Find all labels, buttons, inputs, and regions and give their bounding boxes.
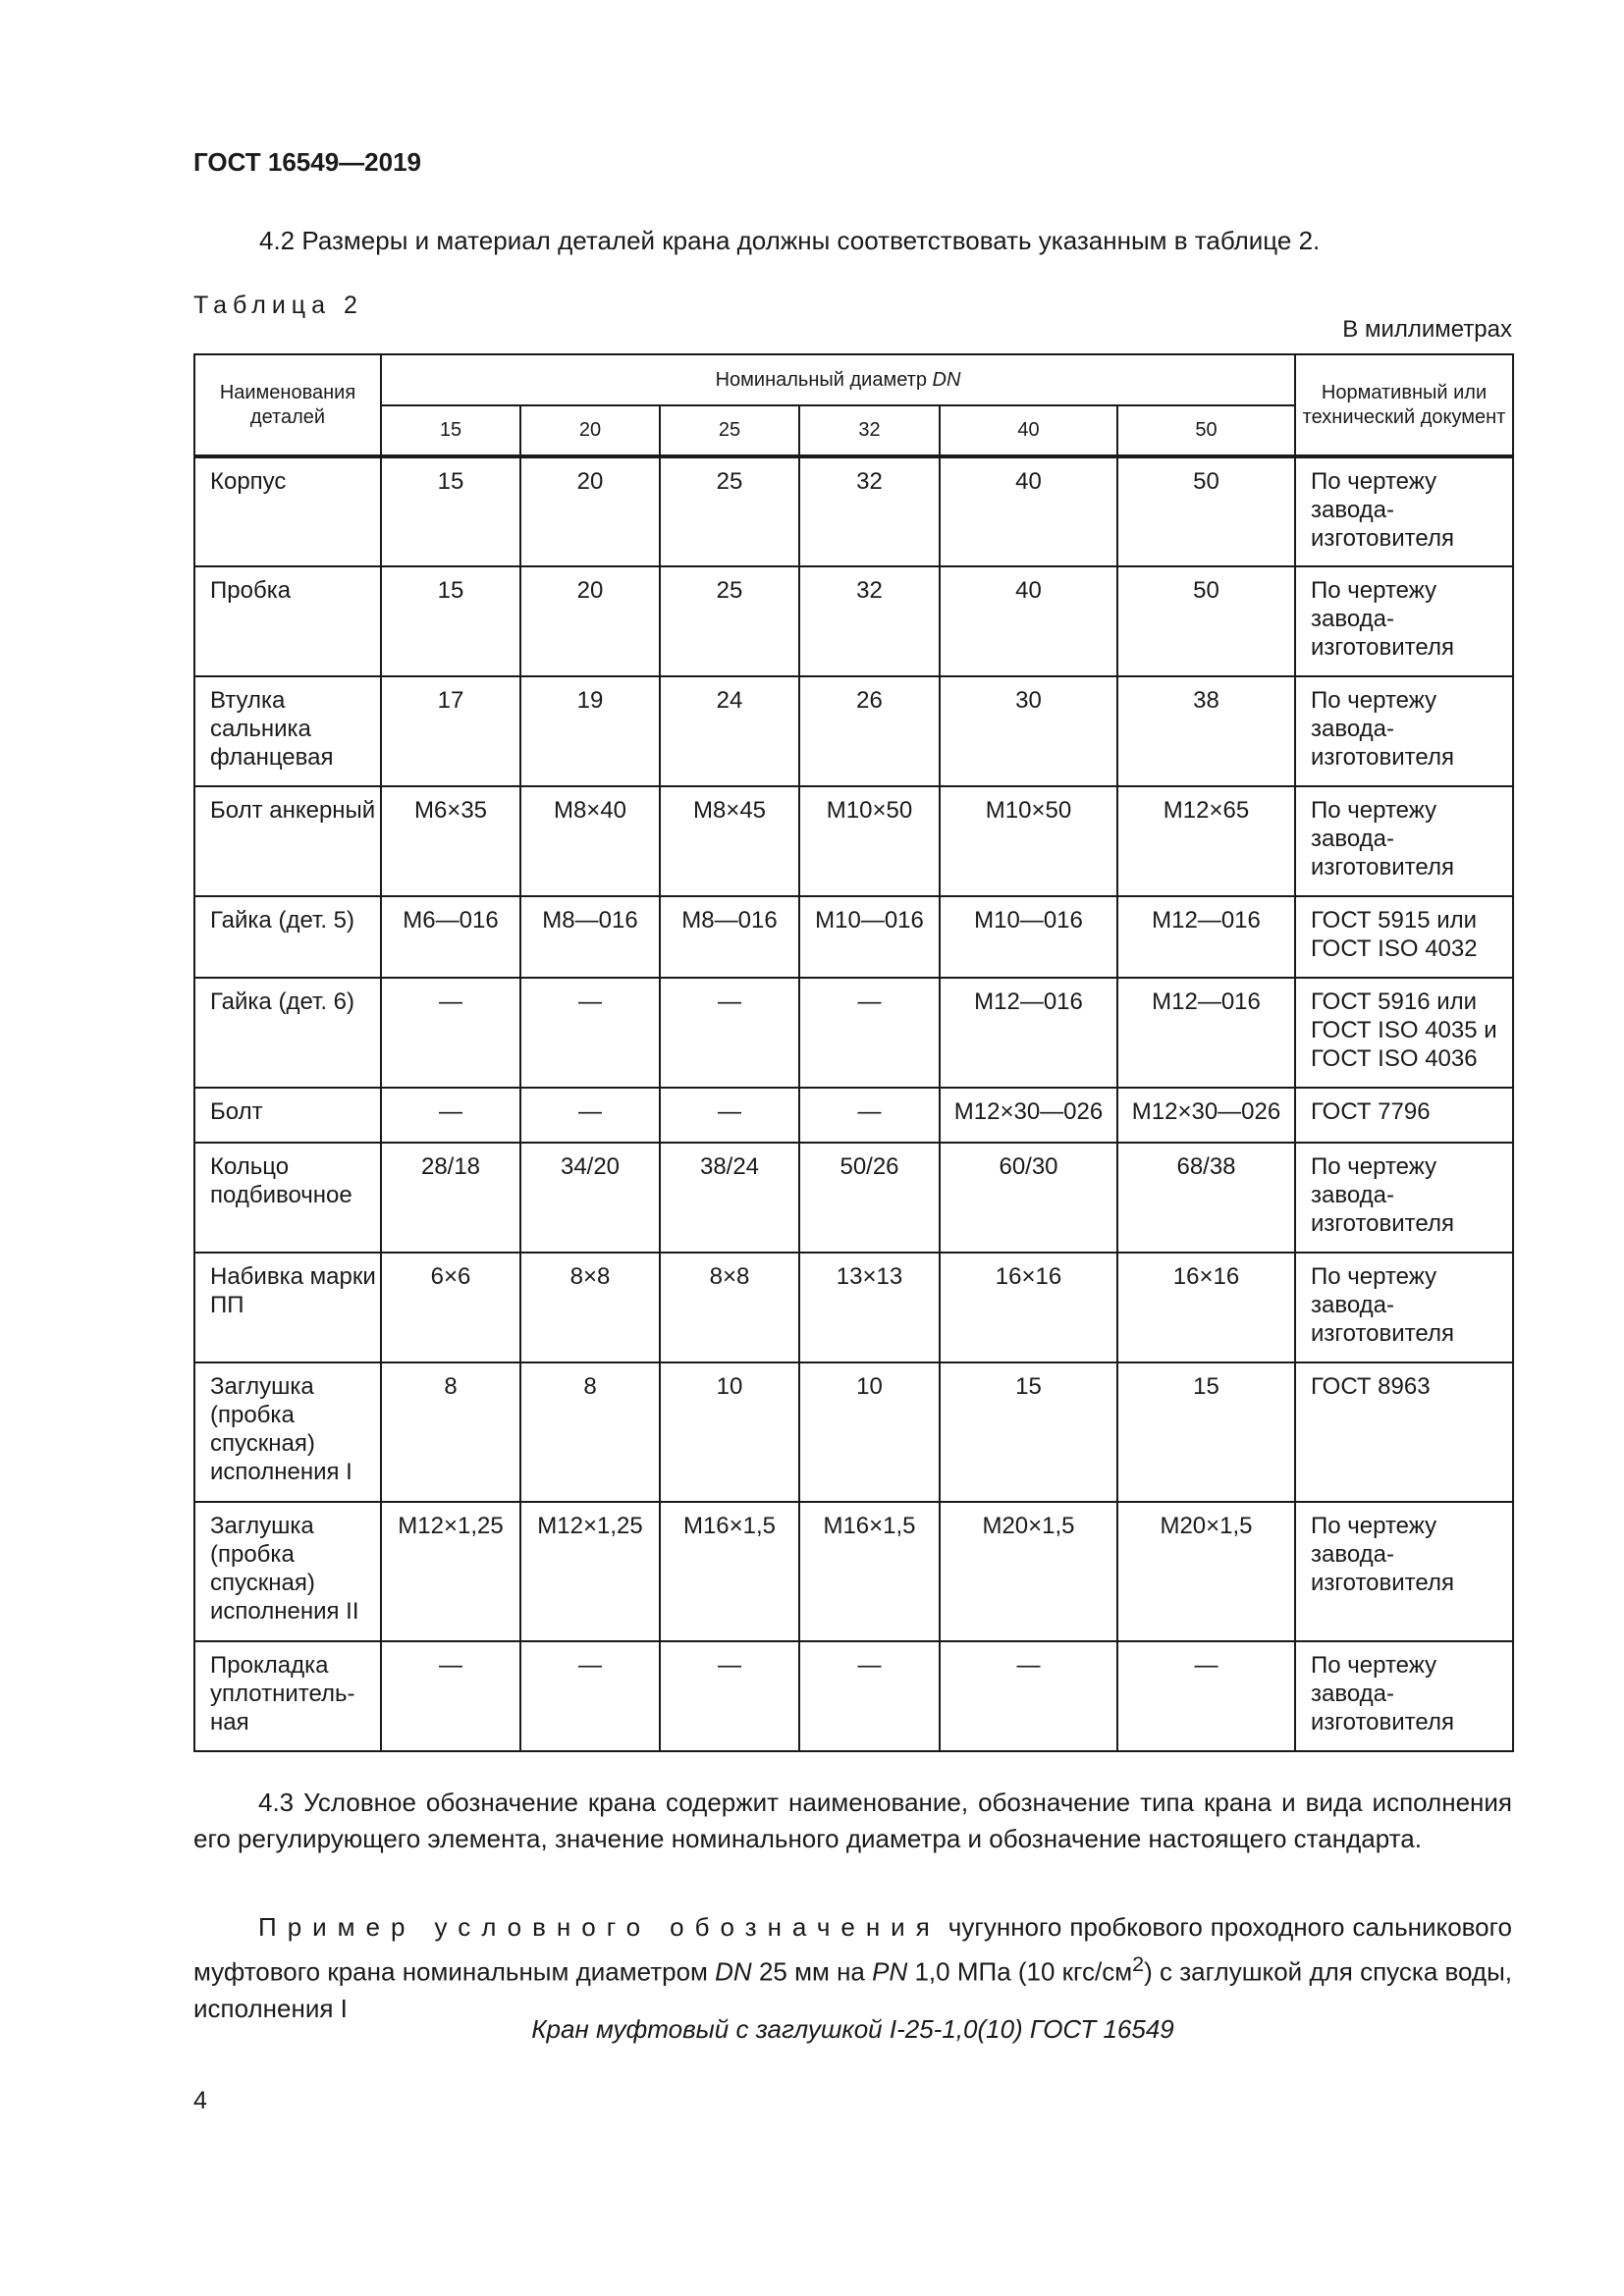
dn-value-cell: М12—016 — [1117, 978, 1295, 1088]
example-lead: Пример условного обозначения — [258, 1912, 941, 1942]
dn-value-cell: 6×6 — [381, 1253, 520, 1362]
dn-value-cell: 8×8 — [520, 1253, 660, 1362]
dn-value-cell: 50/26 — [799, 1143, 940, 1253]
dn-value-cell: М12—016 — [940, 978, 1117, 1088]
part-name-cell: Гайка (дет. 6) — [194, 978, 381, 1088]
dn-value-cell: 24 — [660, 676, 799, 786]
dn-value-cell: 10 — [799, 1362, 940, 1502]
part-name-cell: Кольцо подбивочное — [194, 1143, 381, 1253]
dn-value-cell: М16×1,5 — [799, 1502, 940, 1641]
table-row — [194, 896, 1513, 978]
dn-value-cell: 32 — [799, 456, 940, 566]
dn-value-cell: 13×13 — [799, 1253, 940, 1362]
dn-value-cell: 68/38 — [1117, 1143, 1295, 1253]
table-row — [194, 1143, 1513, 1253]
part-name-cell: Болт — [194, 1088, 381, 1143]
dn-value-cell: М12—016 — [1117, 896, 1295, 978]
dn-value-cell: 40 — [940, 456, 1117, 566]
dn-value-cell: М12×1,25 — [381, 1502, 520, 1641]
dn-value-cell: М10×50 — [940, 786, 1117, 896]
designation-example: Кран муфтовый с заглушкой I-25-1,0(10) ГОСТ 16549 — [531, 2014, 1174, 2044]
table-row — [194, 978, 1513, 1088]
document-cell: ГОСТ 8963 — [1295, 1362, 1513, 1502]
dn-value-cell: 8×8 — [660, 1253, 799, 1362]
table-row — [194, 1502, 1513, 1641]
dn-value-cell: М12×30—026 — [1117, 1088, 1295, 1143]
dn-value-cell: М8—016 — [520, 896, 660, 978]
table-row — [194, 1362, 1513, 1502]
dn-value-cell: 32 — [799, 566, 940, 676]
dn-value-cell: М6—016 — [381, 896, 520, 978]
dn-value-cell: 26 — [799, 676, 940, 786]
dn-value-cell: 15 — [1117, 1362, 1295, 1502]
dn-value-cell: М10—016 — [799, 896, 940, 978]
dn-value-cell: — — [520, 978, 660, 1088]
table-row — [194, 1641, 1513, 1751]
dn-value-cell: М8—016 — [660, 896, 799, 978]
dn-value-cell: — — [799, 978, 940, 1088]
dn-value-cell: М8×40 — [520, 786, 660, 896]
document-cell: По чертежу завода-изготовителя — [1295, 456, 1513, 566]
dn-value-cell: — — [799, 1641, 940, 1751]
dn-value-cell: 20 — [520, 566, 660, 676]
dn-value-cell: 8 — [381, 1362, 520, 1502]
dn-value-cell: 34/20 — [520, 1143, 660, 1253]
parts-table — [193, 353, 1514, 1752]
dn-value-cell: М12×65 — [1117, 786, 1295, 896]
dn-value-cell: 50 — [1117, 456, 1295, 566]
dn-value-cell: — — [520, 1088, 660, 1143]
part-name-cell: Заглушка (пробка спускная) исполнения II — [194, 1502, 381, 1641]
dn-value-cell: 25 — [660, 566, 799, 676]
part-name-cell: Прокладка уплотнитель-ная — [194, 1641, 381, 1751]
dn-value-cell: 19 — [520, 676, 660, 786]
header-dn-15: 15 — [381, 405, 520, 456]
dn-value-cell: 40 — [940, 566, 1117, 676]
dn-value-cell: — — [381, 978, 520, 1088]
dn-value-cell: 30 — [940, 676, 1117, 786]
dn-value-cell: М16×1,5 — [660, 1502, 799, 1641]
header-dn-32: 32 — [799, 405, 940, 456]
part-name-cell: Набивка марки ПП — [194, 1253, 381, 1362]
header-dn-50: 50 — [1117, 405, 1295, 456]
document-cell: ГОСТ 5916 или ГОСТ ISO 4035 и ГОСТ ISO 4036 — [1295, 978, 1513, 1088]
dn-value-cell: М10—016 — [940, 896, 1117, 978]
dn-value-cell: М8×45 — [660, 786, 799, 896]
dn-value-cell: 38 — [1117, 676, 1295, 786]
dn-value-cell: 60/30 — [940, 1143, 1117, 1253]
header-part-name: Наименования деталей — [194, 354, 381, 456]
table-caption: Таблица 2 — [193, 292, 363, 319]
dn-value-cell: — — [381, 1088, 520, 1143]
header-dn-40: 40 — [940, 405, 1117, 456]
dn-value-cell: М12×1,25 — [520, 1502, 660, 1641]
dn-value-cell: — — [660, 1641, 799, 1751]
document-cell: ГОСТ 7796 — [1295, 1088, 1513, 1143]
header-dn-25: 25 — [660, 405, 799, 456]
dn-value-cell: М20×1,5 — [940, 1502, 1117, 1641]
header-document: Нормативный или технический документ — [1295, 354, 1513, 456]
dn-value-cell: М12×30—026 — [940, 1088, 1117, 1143]
dn-value-cell: — — [660, 1088, 799, 1143]
document-header: ГОСТ 16549—2019 — [193, 147, 421, 177]
table-row — [194, 786, 1513, 896]
header-nominal-diameter: Номинальный диаметр DN — [381, 354, 1295, 405]
dn-value-cell: 20 — [520, 456, 660, 566]
dn-value-cell: — — [381, 1641, 520, 1751]
table-row — [194, 1088, 1513, 1143]
dn-value-cell: 10 — [660, 1362, 799, 1502]
page-number: 4 — [193, 2087, 207, 2114]
dn-value-cell: — — [940, 1641, 1117, 1751]
document-cell: По чертежу завода-изготовителя — [1295, 676, 1513, 786]
document-cell: По чертежу завода-изготовителя — [1295, 786, 1513, 896]
document-cell: По чертежу завода-изготовителя — [1295, 1502, 1513, 1641]
table-row — [194, 456, 1513, 566]
part-name-cell: Втулка сальника фланцевая — [194, 676, 381, 786]
table-row — [194, 566, 1513, 676]
document-cell: По чертежу завода-изготовителя — [1295, 566, 1513, 676]
dn-value-cell: М10×50 — [799, 786, 940, 896]
dn-value-cell: 17 — [381, 676, 520, 786]
dn-value-cell: 16×16 — [1117, 1253, 1295, 1362]
part-name-cell: Корпус — [194, 456, 381, 566]
dn-value-cell: М6×35 — [381, 786, 520, 896]
document-cell: По чертежу завода-изготовителя — [1295, 1641, 1513, 1751]
example-paragraph: Пример условного обозначения чугунного пробкового проходного сальникового муфтового крана номинальным диаметром DN 25 мм на PN 1,0 МПа (10 кгс/$см^2$) с заглушкой для спуска воды, исполнения I — [193, 1912, 1513, 2023]
header-dn-20: 20 — [520, 405, 660, 456]
table-row — [194, 676, 1513, 786]
part-name-cell: Заглушка (пробка спускная) исполнения I — [194, 1362, 381, 1502]
dn-value-cell: 16×16 — [940, 1253, 1117, 1362]
dn-value-cell: 28/18 — [381, 1143, 520, 1253]
dn-value-cell: — — [1117, 1641, 1295, 1751]
dn-value-cell: 15 — [381, 566, 520, 676]
document-cell: ГОСТ 5915 или ГОСТ ISO 4032 — [1295, 896, 1513, 978]
units-note: В миллиметрах — [1342, 316, 1512, 343]
part-name-cell: Пробка — [194, 566, 381, 676]
dn-value-cell: 15 — [381, 456, 520, 566]
part-name-cell: Болт анкерный — [194, 786, 381, 896]
dn-value-cell: 8 — [520, 1362, 660, 1502]
dn-value-cell: 50 — [1117, 566, 1295, 676]
dn-value-cell: 38/24 — [660, 1143, 799, 1253]
dn-value-cell: М20×1,5 — [1117, 1502, 1295, 1641]
paragraph-4-3: 4.3 Условное обозначение крана содержит наименование, обозначение типа крана и вида исполнения его регулирующего элемента, значение номинального диаметра и обозначение настоящего стандарта. — [193, 1788, 1512, 1853]
dn-value-cell: — — [660, 978, 799, 1088]
dn-value-cell: 15 — [940, 1362, 1117, 1502]
dn-value-cell: 25 — [660, 456, 799, 566]
part-name-cell: Гайка (дет. 5) — [194, 896, 381, 978]
document-cell: По чертежу завода-изготовителя — [1295, 1143, 1513, 1253]
dn-value-cell: — — [520, 1641, 660, 1751]
dn-value-cell: — — [799, 1088, 940, 1143]
document-cell: По чертежу завода-изготовителя — [1295, 1253, 1513, 1362]
paragraph-4-2: 4.2 Размеры и материал деталей крана должны соответствовать указанным в таблице 2. — [259, 226, 1321, 255]
table-row — [194, 1253, 1513, 1362]
